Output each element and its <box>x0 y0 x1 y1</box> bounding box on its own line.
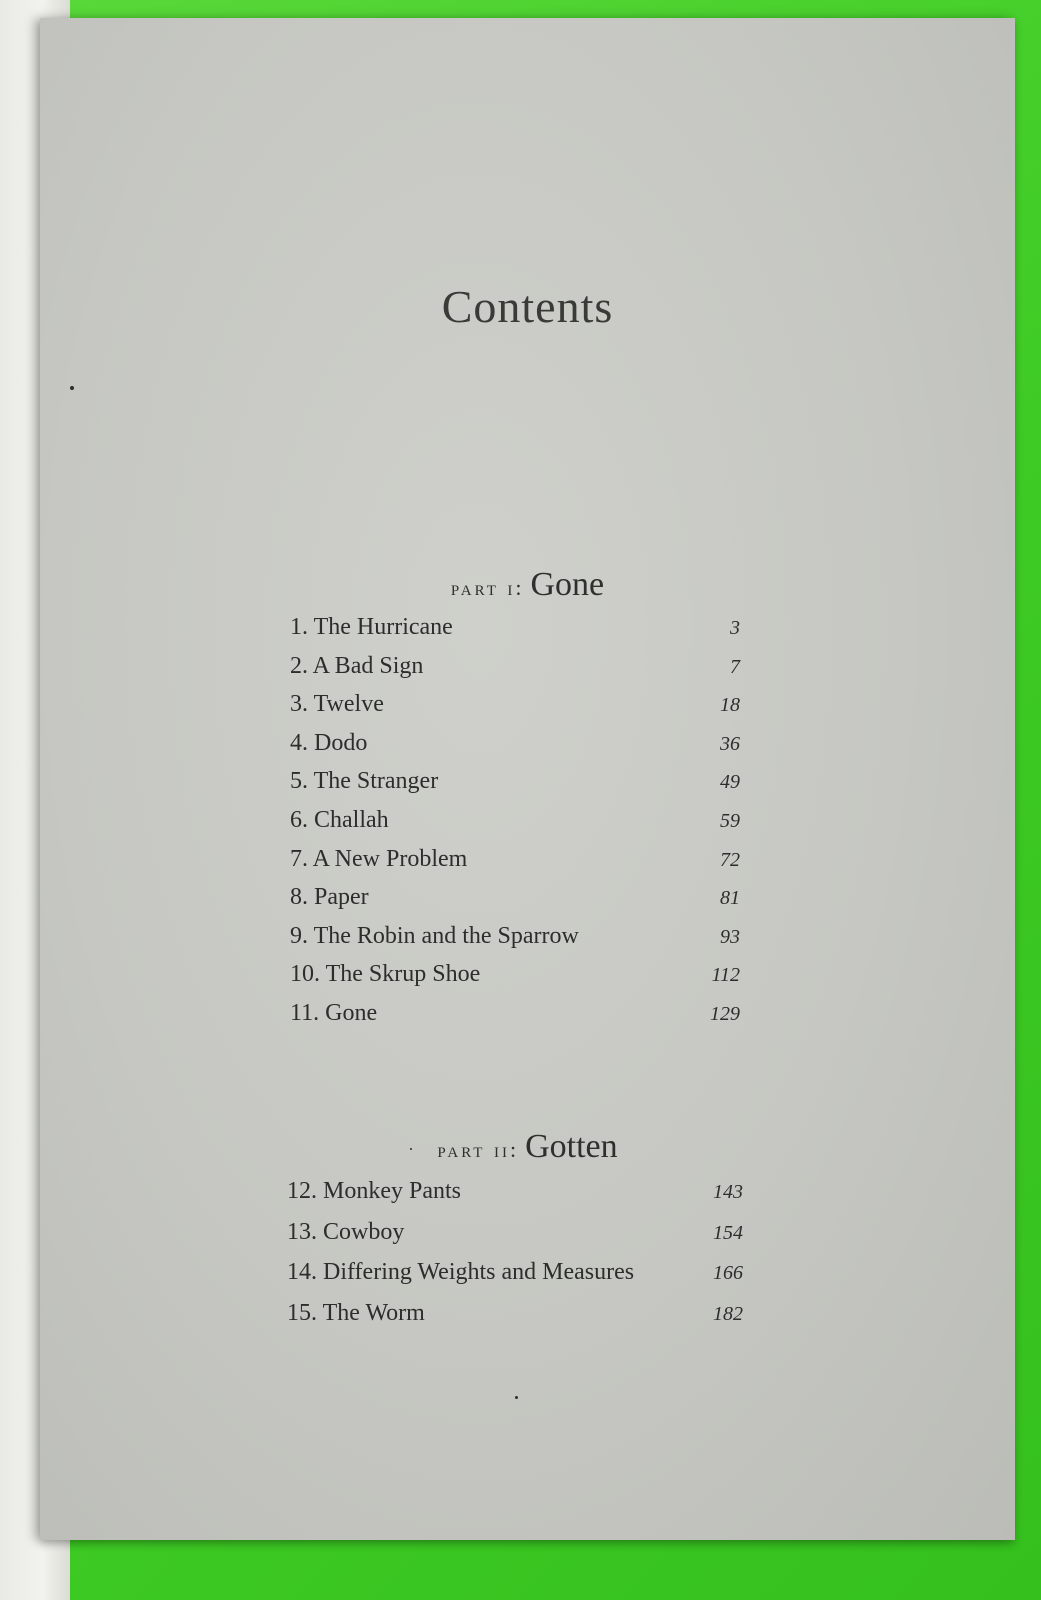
toc-entry[interactable] <box>290 691 740 730</box>
part-label: part ii: <box>437 1137 520 1162</box>
page-title: Contents <box>441 281 614 332</box>
toc-entry[interactable] <box>290 961 740 1000</box>
chapter-title: 5. The Stranger <box>290 768 439 795</box>
chapter-title: 3. Twelve <box>290 691 384 718</box>
toc-entry[interactable] <box>290 614 740 653</box>
part-label: part i: <box>450 575 525 600</box>
toc-entry[interactable] <box>287 1178 743 1219</box>
chapter-title: 4. Dodo <box>290 729 368 756</box>
chapter-title: 14. Differing Weights and Measures <box>287 1259 635 1285</box>
toc-list-part-1 <box>290 614 740 1039</box>
chapter-title: 12. Monkey Pants <box>287 1178 461 1204</box>
chapter-page: 72 <box>720 848 740 871</box>
chapter-page: 112 <box>711 964 740 987</box>
toc-entry[interactable] <box>290 884 740 923</box>
chapter-page: 49 <box>720 771 740 794</box>
chapter-page: 143 <box>713 1181 743 1203</box>
toc-list-part-2 <box>287 1178 743 1340</box>
chapter-title: 8. Paper <box>290 884 369 911</box>
chapter-page: 3 <box>730 617 740 639</box>
toc-entry[interactable] <box>290 730 740 769</box>
chapter-title: 15. The Worm <box>287 1299 425 1326</box>
chapter-page: 182 <box>713 1302 743 1325</box>
chapter-page: 36 <box>720 732 740 755</box>
paper-speck <box>410 1148 412 1150</box>
part-name: Gotten <box>525 1128 618 1165</box>
chapter-page: 7 <box>730 655 740 678</box>
chapter-page: 18 <box>720 694 740 717</box>
chapter-title: 11. Gone <box>290 999 378 1026</box>
toc-entry[interactable] <box>290 768 740 807</box>
toc-entry[interactable] <box>287 1300 743 1341</box>
toc-entry[interactable] <box>290 846 740 885</box>
toc-entry[interactable] <box>290 923 740 962</box>
chapter-page: 129 <box>710 1002 740 1025</box>
chapter-title: 1. The Hurricane <box>290 614 453 640</box>
toc-entry[interactable] <box>290 807 740 846</box>
book-page <box>40 18 1015 1540</box>
chapter-title: 13. Cowboy <box>287 1218 405 1245</box>
toc-entry[interactable] <box>290 653 740 692</box>
chapter-page: 59 <box>720 809 740 832</box>
chapter-page: 154 <box>713 1221 743 1244</box>
chapter-page: 81 <box>720 887 740 910</box>
chapter-title: 6. Challah <box>290 806 389 833</box>
chapter-title: 7. A New Problem <box>290 845 468 872</box>
chapter-title: 9. The Robin and the Sparrow <box>290 922 579 949</box>
paper-speck <box>515 1396 518 1399</box>
toc-entry[interactable] <box>287 1219 743 1260</box>
chapter-title: 10. The Skrup Shoe <box>290 961 481 988</box>
part-heading-2 <box>40 1128 1015 1166</box>
toc-entry[interactable] <box>287 1259 743 1300</box>
chapter-page: 166 <box>713 1262 743 1284</box>
part-name: Gone <box>530 566 605 603</box>
chapter-page: 93 <box>720 925 740 948</box>
part-heading-1 <box>40 566 1015 604</box>
paper-speck <box>70 386 74 390</box>
toc-entry[interactable] <box>290 1000 740 1039</box>
chapter-title: 2. A Bad Sign <box>290 652 424 679</box>
